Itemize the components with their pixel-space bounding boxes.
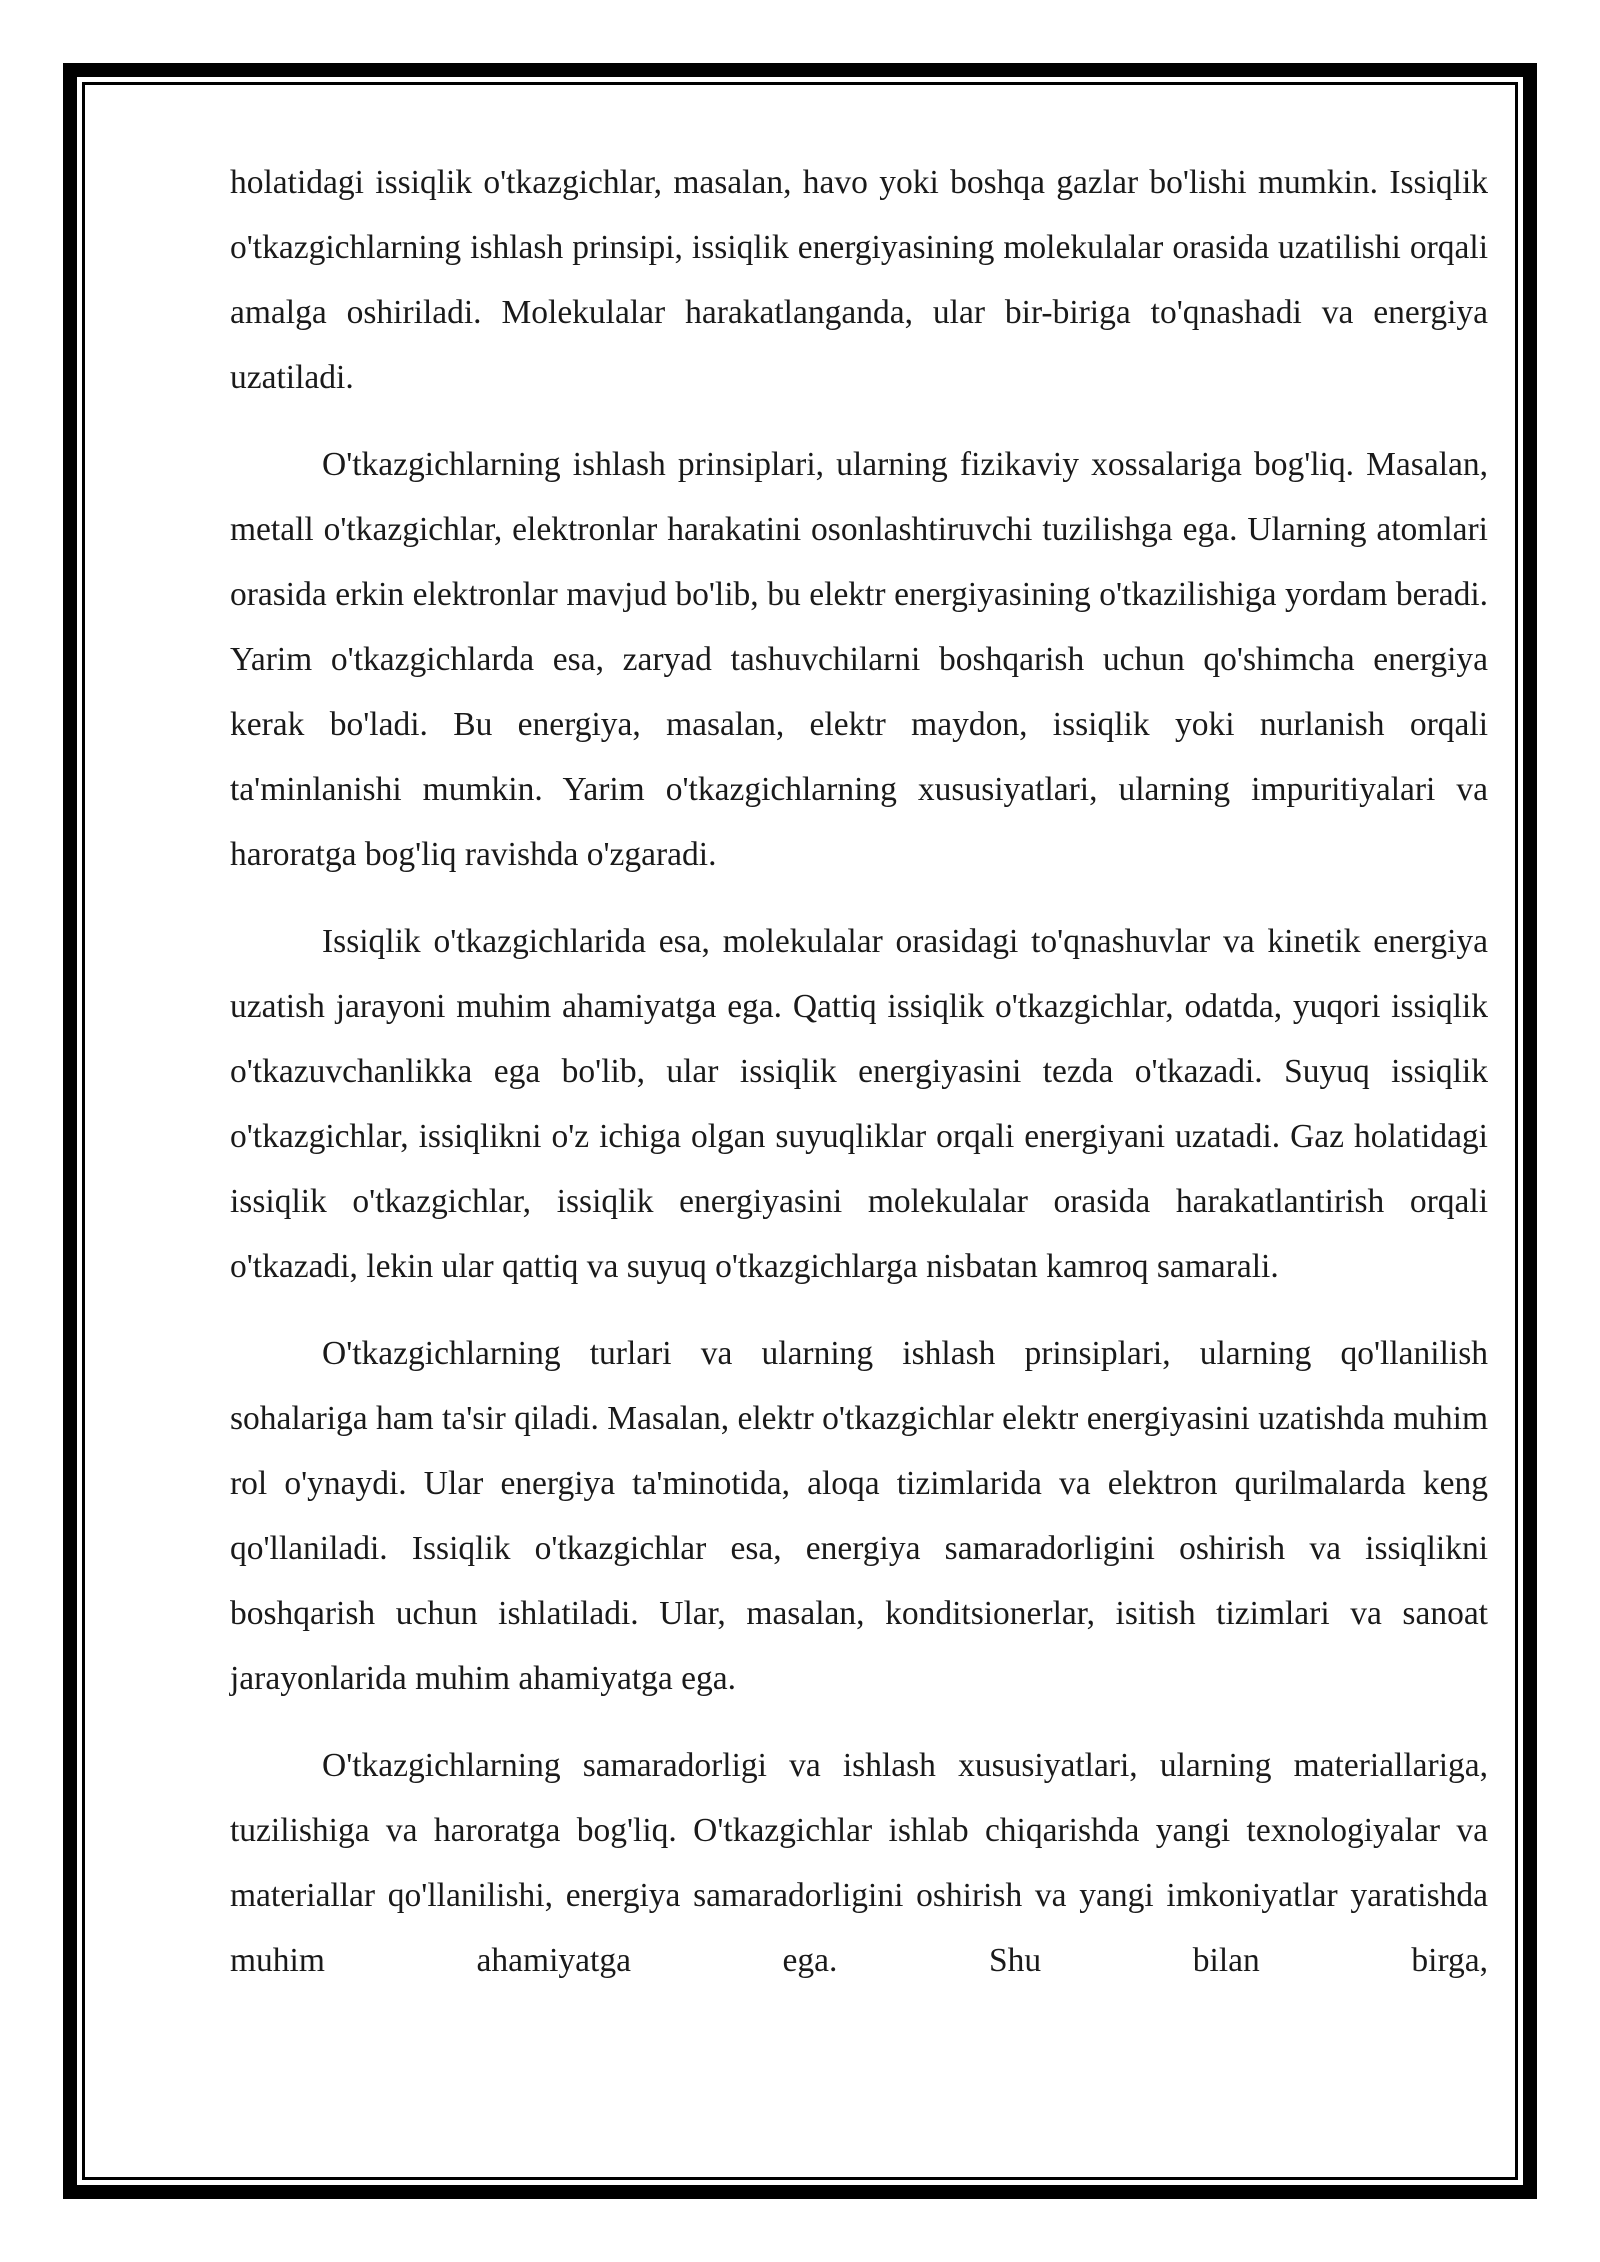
document-body: [230, 150, 1488, 2015]
paragraph: holatidagi issiqlik o'tkazgichlar, masalan, havo yoki boshqa gazlar bo'lishi mumkin. Issiqlik o'tkazgichlarning ishlash prinsipi, issiqlik energiyasining molekulalar orasida uzatilishi orqali amalga oshiriladi. Molekulalar harakatlanganda, ular bir-biriga to'qnashadi va energiya uzatiladi.: [230, 164, 1488, 396]
paragraph: Issiqlik o'tkazgichlarida esa, molekulalar orasidagi to'qnashuvlar va kinetik energiya uzatish jarayoni muhim ahamiyatga ega. Qattiq issiqlik o'tkazgichlar, odatda, yuqori issiqlik o'tkazuvchanlikka ega bo'lib, ular issiqlik energiyasini tezda o'tkazadi. Suyuq issiqlik o'tkazgichlar, issiqlikni o'z ichiga olgan suyuqliklar orqali energiyani uzatadi. Gaz holatidagi issiqlik o'tkazgichlar, issiqlik energiyasini molekulalar orasida harakatlantirish orqali o'tkazadi, lekin ular qattiq va suyuq o'tkazgichlarga nisbatan kamroq samarali.: [230, 923, 1488, 1285]
paragraph: O'tkazgichlarning ishlash prinsiplari, ularning fizikaviy xossalariga bog'liq. Masalan, metall o'tkazgichlar, elektronlar harakatini osonlashtiruvchi tuzilishga ega. Ularning atomlari orasida erkin elektronlar mavjud bo'lib, bu elektr energiyasining o'tkazilishiga yordam beradi. Yarim o'tkazgichlarda esa, zaryad tashuvchilarni boshqarish uchun qo'shimcha energiya kerak bo'ladi. Bu energiya, masalan, elektr maydon, issiqlik yoki nurlanish orqali ta'minlanishi mumkin. Yarim o'tkazgichlarning xususiyatlari, ularning impuritiyalari va haroratga bog'liq ravishda o'zgaradi.: [230, 446, 1488, 873]
paragraph: O'tkazgichlarning samaradorligi va ishlash xususiyatlari, ularning materiallariga, tuzilishiga va haroratga bog'liq. O'tkazgichlar ishlab chiqarishda yangi texnologiyalar va materiallar qo'llanilishi, energiya samaradorligini oshirish va yangi imkoniyatlar yaratishda muhim ahamiyatga ega. Shu bilan birga,: [230, 1747, 1488, 1979]
paragraph: O'tkazgichlarning turlari va ularning ishlash prinsiplari, ularning qo'llanilish sohalariga ham ta'sir qiladi. Masalan, elektr o'tkazgichlar elektr energiyasini uzatishda muhim rol o'ynaydi. Ular energiya ta'minotida, aloqa tizimlarida va elektron qurilmalarda keng qo'llaniladi. Issiqlik o'tkazgichlar esa, energiya samaradorligini oshirish va issiqlikni boshqarish uchun ishlatiladi. Ular, masalan, konditsionerlar, isitish tizimlari va sanoat jarayonlarida muhim ahamiyatga ega.: [230, 1335, 1488, 1697]
